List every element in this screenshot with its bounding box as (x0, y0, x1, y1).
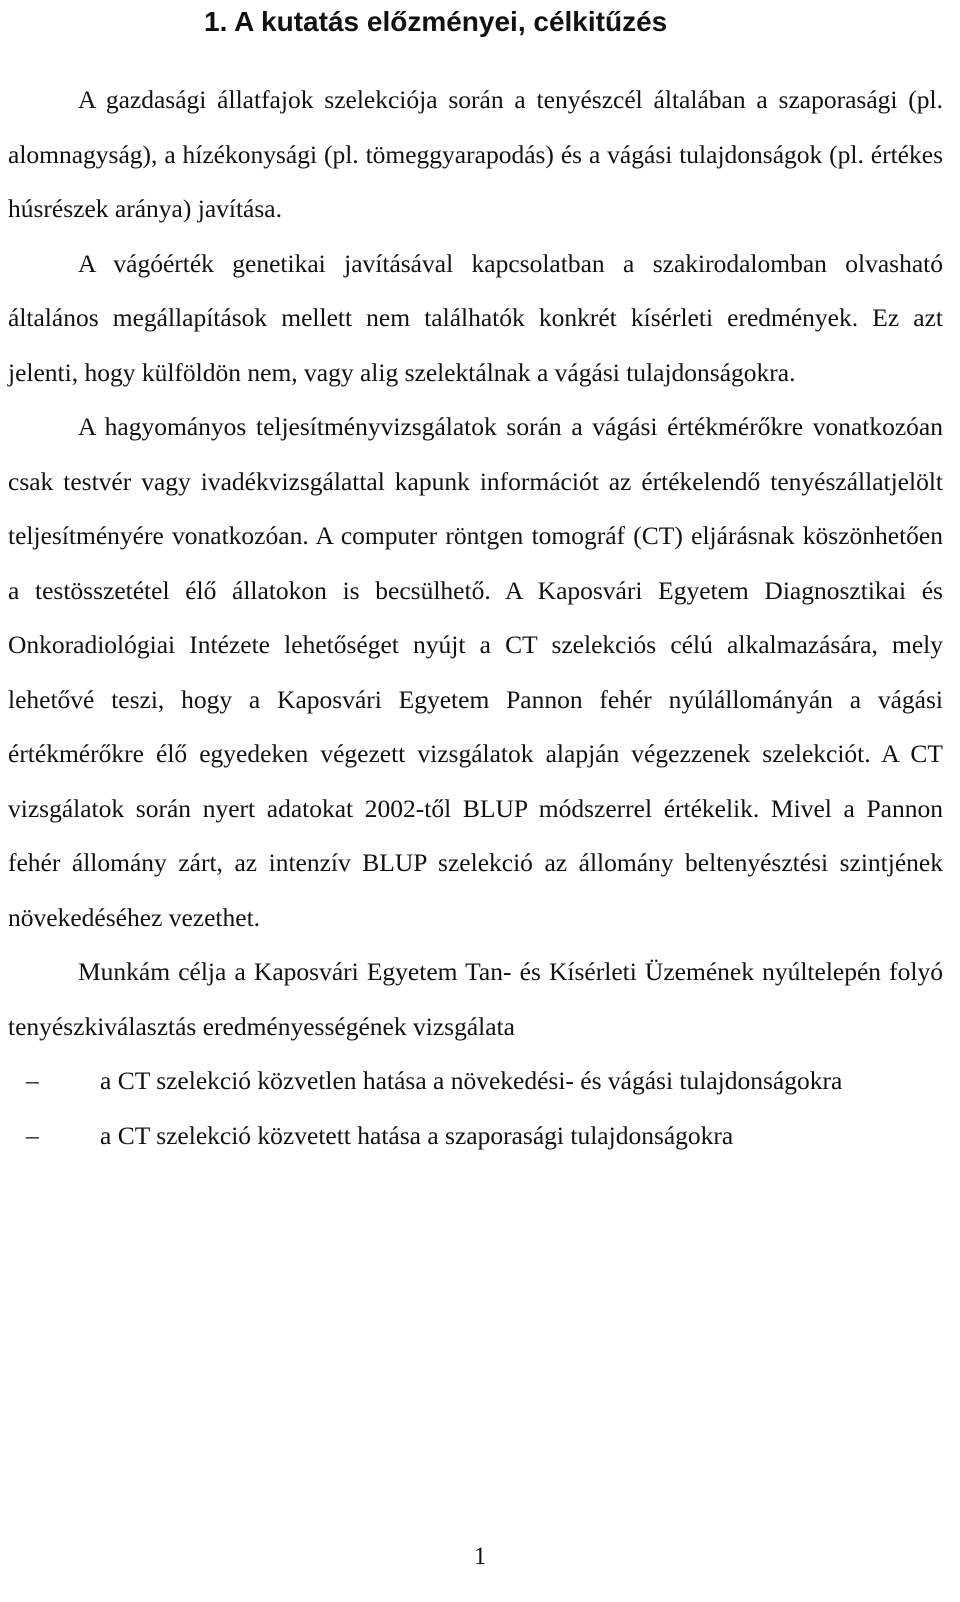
paragraph-breeding-goals: A gazdasági állatfajok szelekciója során a tenyészcél általában a szaporasági (pl. alomnagyság), a hízékonysági (pl. tömeggyarapodás) és a vágási tulajdonságok (pl. értékes húsrészek aránya) javítása. (8, 85, 943, 223)
list-item-text: a CT szelekció közvetett hatása a szaporasági tulajdonságokra (100, 1120, 734, 1150)
paragraph-ct-selection: A hagyományos teljesítményvizsgálatok során a vágási értékmérőkre vonatkozóan csak testvér vagy ivadékvizsgálattal kapunk információt az értékelendő tenyészállatjelölt teljesítményére vonatkozóan. A computer röntgen tomográf (CT) eljárásnak köszönhetően a testösszetétel élő állatokon is becsülhető. A Kaposvári Egyetem Diagnosztikai és Onkoradiológiai Intézete lehetőséget nyújt a CT szelekciós célú alkalmazására, mely lehetővé teszi, hogy a Kaposvári Egyetem Pannon fehér nyúlállományán a vágási értékmérőkre élő egyedeken végezett vizsgálatok alapján végezzenek szelekciót. A CT vizsgálatok során nyert adatokat 2002-től BLUP módszerrel értékelik. Mivel a Pannon fehér állomány zárt, az intenzív BLUP szelekció az állomány beltenyésztési szintjének növekedéséhez vezethet. (8, 412, 943, 932)
paragraph-carcass-genetics: A vágóérték genetikai javításával kapcsolatban a szakirodalomban olvasható általános megállapítások mellett nem találhatók konkrét kísérleti eredmények. Ez azt jelenti, hogy külföldön nem, vagy alig szelektálnak a vágási tulajdonságokra. (8, 248, 943, 387)
list-item-text: a CT szelekció közvetlen hatása a növekedési- és vágási tulajdonságokra (100, 1066, 843, 1095)
list-dash: – (26, 1066, 39, 1095)
chapter-title: 1. A kutatás előzményei, célkitűzés (204, 6, 668, 37)
paragraph-aims: Munkám célja a Kaposvári Egyetem Tan- és Kísérleti Üzemének nyúltelepén folyó tenyészkiválasztás eredményességének vizsgálata (8, 957, 943, 1041)
body-text (8, 73, 943, 1163)
list-dash: – (26, 1120, 39, 1150)
list-item (8, 1054, 943, 1109)
list-item (8, 1109, 943, 1164)
aims-list (8, 1054, 943, 1163)
page-number: 1 (473, 1543, 487, 1570)
